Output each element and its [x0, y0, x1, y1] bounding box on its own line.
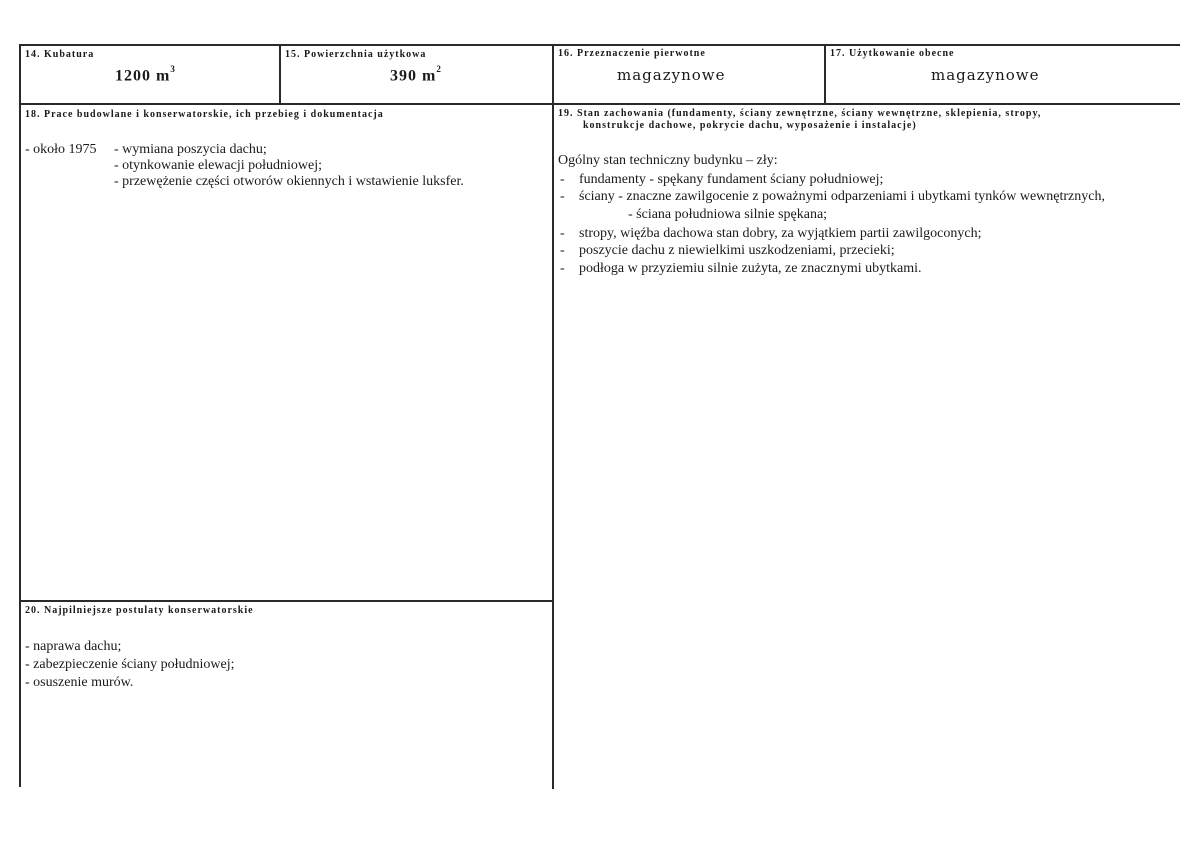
prace-item: - otynkowanie elewacji południowej; — [114, 158, 322, 173]
przeznaczenie-label: 16. Przeznaczenie pierwotne — [558, 48, 706, 59]
divider-14-15 — [279, 44, 281, 105]
left-border — [19, 44, 21, 787]
divider-16-17 — [824, 44, 826, 105]
prace-item: - przewężenie części otworów okiennych i wstawienie luksfer. — [114, 174, 464, 189]
kubatura-exponent: 3 — [170, 64, 176, 74]
prace-budowlane-label: 18. Prace budowlane i konserwatorskie, ich przebieg i dokumentacja — [25, 109, 384, 120]
stan-dash: - — [560, 243, 565, 258]
stan-line: ściany - znaczne zawilgocenie z poważnymi odparzeniami i ubytkami tynków wewnętrznych, — [579, 189, 1105, 204]
uzytkowanie-label: 17. Użytkowanie obecne — [830, 48, 955, 59]
stan-zachowania-label: 19. Stan zachowania (fundamenty, ściany zewnętrzne, ściany wewnętrzne, sklepienia, stropy, — [558, 108, 1042, 119]
przeznaczenie-value: magazynowe — [617, 66, 726, 84]
stan-ogolny: Ogólny stan techniczny budynku – zły: — [558, 153, 778, 168]
prace-date: - około 1975 — [25, 142, 97, 157]
postulaty-item: - osuszenie murów. — [25, 675, 134, 690]
divider-18-20 — [19, 600, 554, 602]
postulaty-label: 20. Najpilniejsze postulaty konserwatorskie — [25, 605, 254, 616]
center-divider — [552, 44, 554, 789]
powierzchnia-number: 390 m — [390, 67, 437, 85]
stan-zachowania-label-cont: konstrukcje dachowe, pokrycie dachu, wyposażenie i instalacje) — [583, 120, 917, 131]
stan-dash: - — [560, 226, 565, 241]
row1-bottom-border — [19, 103, 1180, 105]
powierzchnia-exponent: 2 — [436, 64, 442, 74]
stan-dash: - — [560, 261, 565, 276]
stan-line: podłoga w przyziemiu silnie zużyta, ze znacznymi ubytkami. — [579, 261, 922, 276]
kubatura-label: 14. Kubatura — [25, 49, 95, 60]
postulaty-item: - naprawa dachu; — [25, 639, 122, 654]
prace-item: - wymiana poszycia dachu; — [114, 142, 267, 157]
stan-dash: - — [560, 189, 565, 204]
powierzchnia-value — [390, 66, 442, 85]
stan-line: poszycie dachu z niewielkimi uszkodzeniami, przecieki; — [579, 243, 895, 258]
postulaty-item: - zabezpieczenie ściany południowej; — [25, 657, 235, 672]
stan-dash: - — [560, 172, 565, 187]
uzytkowanie-value: magazynowe — [931, 66, 1040, 84]
stan-line: - ściana południowa silnie spękana; — [628, 207, 828, 222]
top-border — [19, 44, 1180, 46]
kubatura-value — [115, 66, 176, 85]
stan-line: fundamenty - spękany fundament ściany południowej; — [579, 172, 884, 187]
kubatura-number: 1200 m — [115, 67, 171, 85]
stan-line: stropy, więźba dachowa stan dobry, za wyjątkiem partii zawilgoconych; — [579, 226, 982, 241]
powierzchnia-label: 15. Powierzchnia użytkowa — [285, 49, 427, 60]
